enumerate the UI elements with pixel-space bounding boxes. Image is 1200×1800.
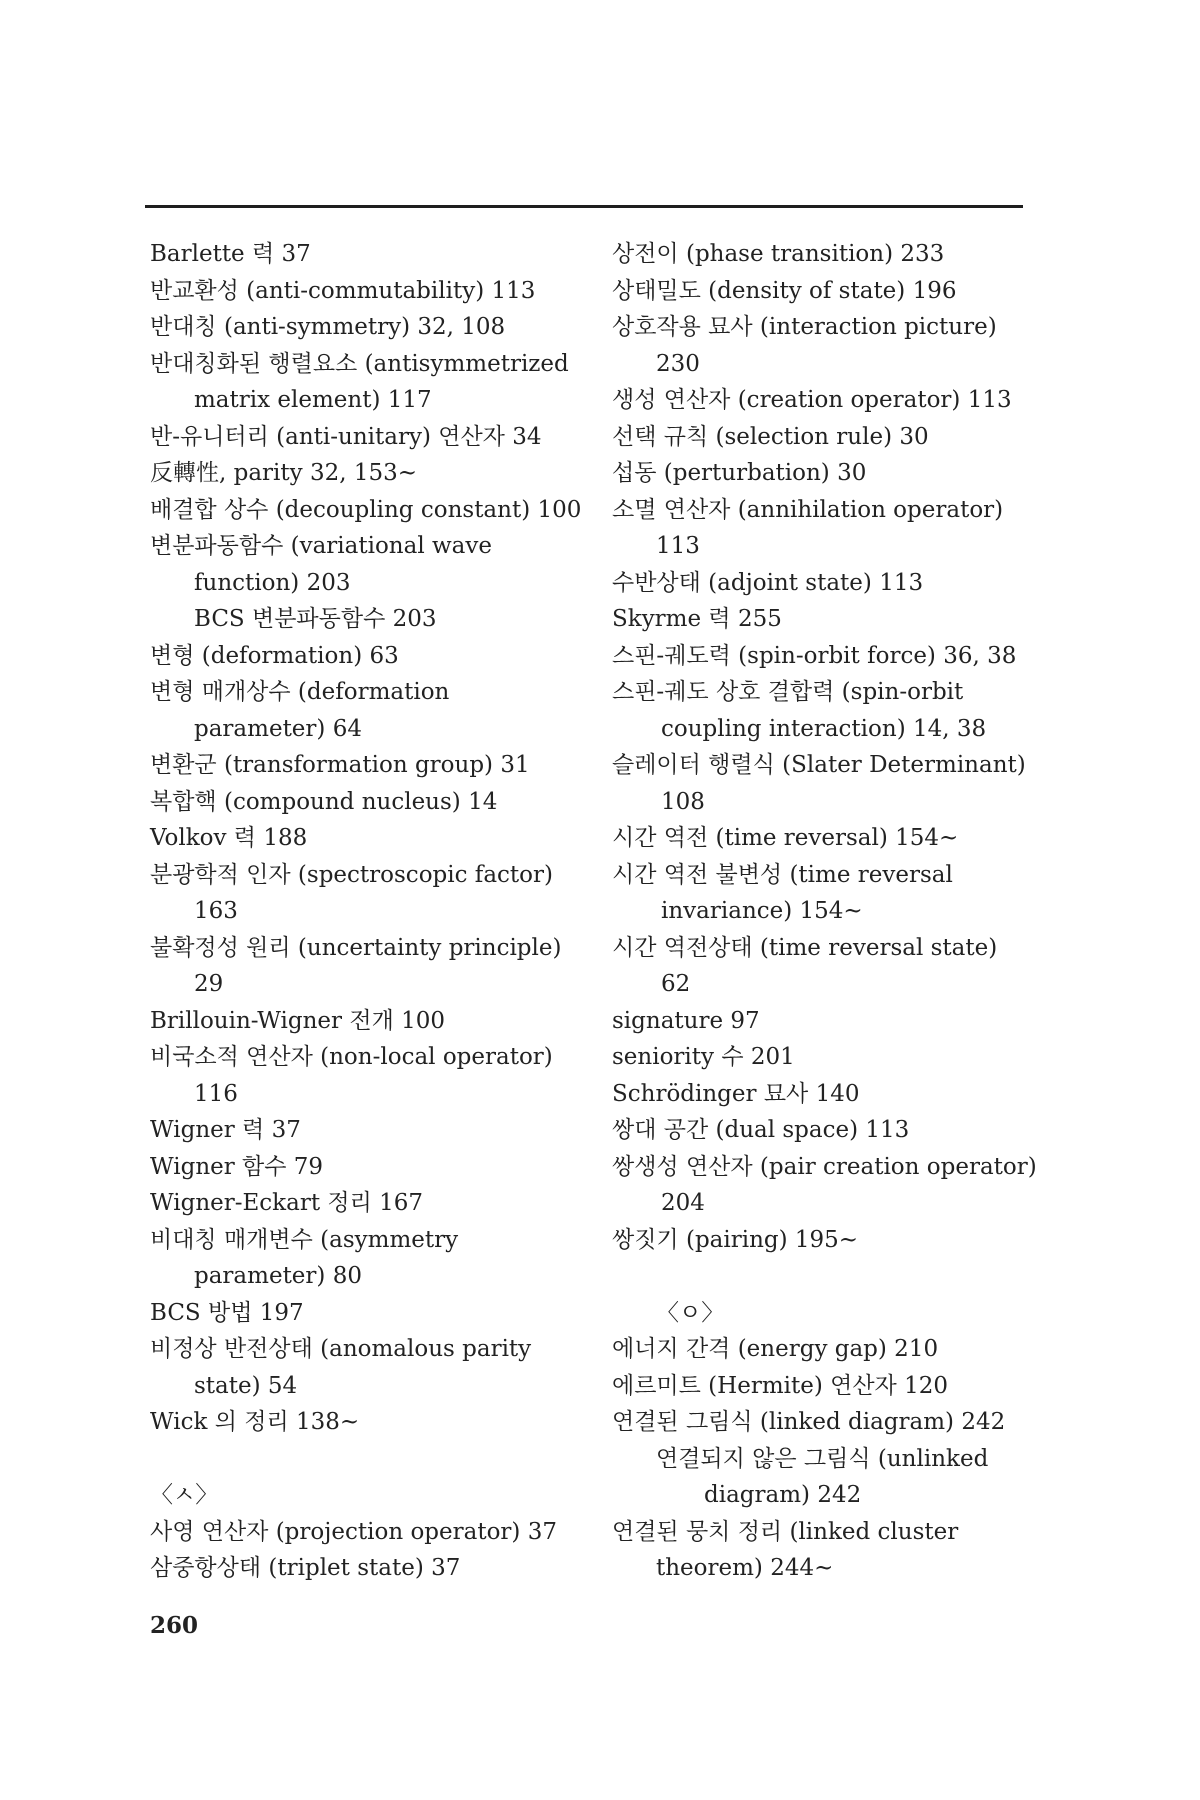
index-entry-line: parameter) 64 [194, 715, 362, 742]
index-entry-line: 변형 매개상수 (deformation [150, 679, 450, 705]
index-entry-line: 〈ㅇ〉 [656, 1299, 725, 1326]
index-entry-line: 반교환성 (anti-commutability) 113 [150, 277, 536, 304]
index-entry-line: 비국소적 연산자 (non-local operator) [150, 1044, 553, 1070]
index-entry-line: BCS 방법 197 [150, 1299, 304, 1326]
index-entry-line: Wigner-Eckart 정리 167 [150, 1190, 424, 1216]
index-entry-line: 생성 연산자 (creation operator) 113 [612, 387, 1012, 413]
index-entry-line: BCS 변분파동함수 203 [194, 606, 437, 632]
index-entry-line: Schrödinger 묘사 140 [612, 1080, 860, 1107]
index-entry-line: 비정상 반전상태 (anomalous parity [150, 1336, 532, 1362]
index-entry-line: 연결되지 않은 그림식 (unlinked [656, 1445, 989, 1472]
index-entry-line: matrix element) 117 [194, 387, 432, 413]
index-entry-line: 〈ㅅ〉 [150, 1482, 219, 1508]
index-entry-line: 반-유니터리 (anti-unitary) 연산자 34 [150, 423, 542, 450]
index-entry-line: state) 54 [194, 1372, 298, 1399]
index-entry-line: 상전이 (phase transition) 233 [612, 241, 945, 267]
index-entry-line: 시간 역전상태 (time reversal state) [612, 934, 998, 961]
index-entry-line: 62 [661, 971, 691, 997]
index-entry-line: 反轉性, parity 32, 153~ [150, 460, 418, 486]
index-entry-line: parameter) 80 [194, 1263, 362, 1289]
index-entry-line: 상호작용 묘사 (interaction picture) [612, 314, 997, 340]
index-entry-line: 변분파동함수 (variational wave [150, 533, 493, 559]
index-entry-line: diagram) 242 [704, 1482, 862, 1508]
index-entry-line: 시간 역전 (time reversal) 154~ [612, 825, 959, 851]
index-entry-line [612, 1258, 1042, 1295]
index-entry-line: 시간 역전 불변성 (time reversal [612, 861, 953, 888]
index-entry-line: invariance) 154~ [661, 898, 863, 924]
index-entry-line: 에너지 간격 (energy gap) 210 [612, 1336, 939, 1362]
index-entry-line: 상태밀도 (density of state) 196 [612, 277, 957, 304]
index-entry-line: 변환군 (transformation group) 31 [150, 752, 530, 778]
index-entry-line: 불확정성 원리 (uncertainty principle) [150, 934, 562, 961]
index-entry-line: 섭동 (perturbation) 30 [612, 460, 867, 486]
index-entry-line: seniority 수 201 [612, 1044, 795, 1070]
index-entry-line: 삼중항상태 (triplet state) 37 [150, 1555, 461, 1581]
index-entry-line: 반대칭화된 행렬요소 (antisymmetrized [150, 350, 569, 377]
index-entry-line: 배결합 상수 (decoupling constant) 100 [150, 496, 582, 523]
index-entry-line: 슬레이터 행렬식 (Slater Determinant) [612, 752, 1026, 778]
index-entry-line: Barlette 력 37 [150, 241, 311, 267]
index-entry-line: 116 [194, 1080, 238, 1107]
index-entry-line [150, 1441, 570, 1478]
index-entry-line: 204 [661, 1190, 705, 1216]
index-entry-line: Brillouin-Wigner 전개 100 [150, 1007, 445, 1034]
index-entry-line: 연결된 뭉치 정리 (linked cluster [612, 1518, 959, 1545]
index-column-right [612, 236, 1042, 1587]
index-entry-line: 108 [661, 788, 705, 815]
index-entry-line: Volkov 력 188 [150, 825, 308, 851]
index-entry-line: Wigner 력 37 [150, 1117, 301, 1143]
index-entry-line: 29 [194, 971, 224, 997]
index-entry-line: 에르미트 (Hermite) 연산자 120 [612, 1372, 948, 1399]
index-entry-line: Wigner 함수 79 [150, 1153, 324, 1180]
index-entry-line: 분광학적 인자 (spectroscopic factor) [150, 861, 553, 888]
index-column-left [150, 236, 582, 1587]
index-entry-line: 변형 (deformation) 63 [150, 642, 399, 669]
top-rule [145, 205, 1023, 208]
index-entry-line: 수반상태 (adjoint state) 113 [612, 569, 924, 596]
index-entry-line: 소멸 연산자 (annihilation operator) [612, 496, 1004, 523]
index-entry-line: 쌍대 공간 (dual space) 113 [612, 1117, 910, 1143]
index-entry-line: 쌍짓기 (pairing) 195~ [612, 1226, 859, 1253]
index-entry-line: 선택 규칙 (selection rule) 30 [612, 423, 929, 450]
index-entry-line: 사영 연산자 (projection operator) 37 [150, 1518, 557, 1545]
index-entry-line: function) 203 [194, 569, 351, 596]
index-entry-line: 230 [656, 350, 700, 377]
index-entry-line: 스핀-궤도 상호 결합력 (spin-orbit [612, 679, 964, 705]
page-number: 260 [150, 1612, 199, 1639]
index-entry-line: Wick 의 정리 138~ [150, 1409, 360, 1435]
index-entry-line: 반대칭 (anti-symmetry) 32, 108 [150, 314, 506, 340]
index-entry-line: Skyrme 력 255 [612, 606, 782, 632]
index-entry-line: 연결된 그림식 (linked diagram) 242 [612, 1409, 1006, 1435]
index-entry-line: theorem) 244~ [656, 1555, 834, 1581]
index-entry-line: 113 [656, 533, 700, 559]
index-entry-line: signature 97 [612, 1007, 760, 1034]
index-entry-line: 쌍생성 연산자 (pair creation operator) [612, 1153, 1037, 1180]
index-entry-line: 163 [194, 898, 238, 924]
index-entry-line: 비대칭 매개변수 (asymmetry [150, 1226, 459, 1253]
index-entry-line: coupling interaction) 14, 38 [661, 715, 987, 742]
index-entry-line: 복합핵 (compound nucleus) 14 [150, 788, 498, 815]
index-entry-line: 스핀-궤도력 (spin-orbit force) 36, 38 [612, 642, 1017, 669]
